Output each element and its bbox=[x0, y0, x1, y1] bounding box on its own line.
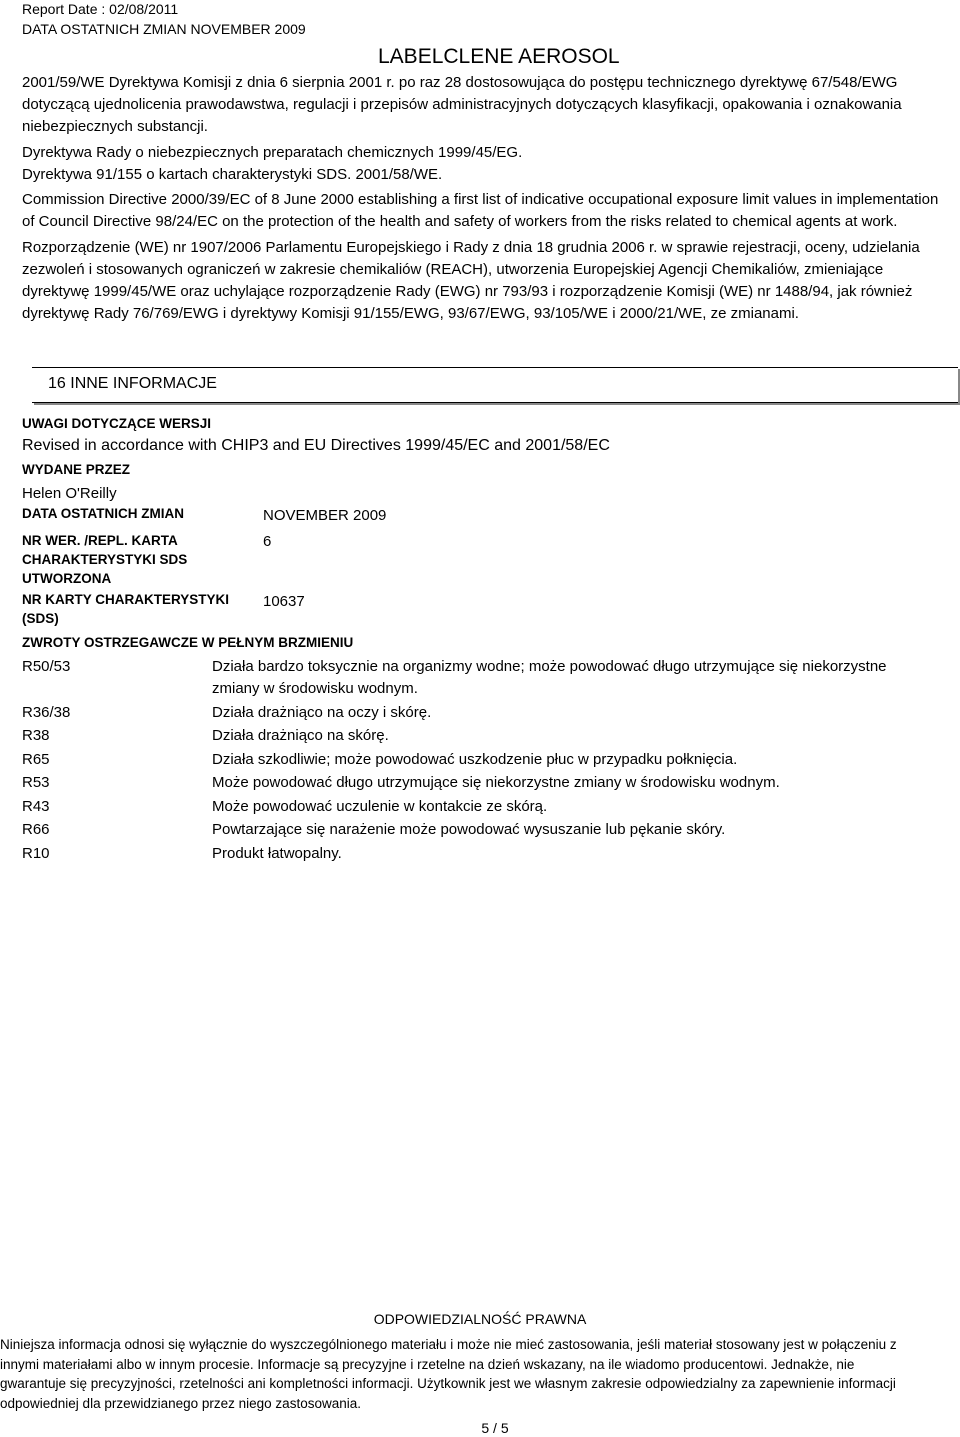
risk-phrase-row bbox=[22, 656, 922, 700]
risk-phrases-label: ZWROTY OSTRZEGAWCZE W PEŁNYM BRZMIENIU bbox=[22, 635, 354, 650]
risk-phrase-text: Powtarzające się narażenie może powodować wysuszanie lub pękanie skóry. bbox=[212, 821, 726, 838]
risk-phrase-row bbox=[22, 843, 922, 865]
risk-phrase-code: R66 bbox=[22, 821, 50, 838]
sds-version: 6 bbox=[263, 533, 272, 550]
risk-phrase-text: Działa drażniąco na oczy i skórę. bbox=[212, 703, 432, 721]
risk-phrase-row bbox=[22, 725, 922, 747]
sds-version-label-line: NR WER. /REPL. KARTA bbox=[22, 533, 178, 548]
disclaimer-text bbox=[0, 1335, 960, 1413]
revision-date-header: DATA OSTATNICH ZMIAN NOVEMBER 2009 bbox=[22, 21, 306, 37]
risk-phrase-text: Działa drażniąco na skórę. bbox=[212, 727, 389, 744]
regulation-entry: Dyrektywa 91/155 o kartach charakterystyki SDS. 2001/58/WE. bbox=[22, 166, 443, 183]
risk-phrase-text: Może powodować długo utrzymujące się niekorzystne zmiany w środowisku wodnym. bbox=[212, 774, 780, 791]
risk-phrase-code: R53 bbox=[22, 774, 50, 791]
sds-version-label bbox=[22, 531, 187, 588]
risk-phrase-row bbox=[22, 772, 922, 794]
regulation-entry: Commission Directive 2000/39/EC of 8 June 2000 establishing a first list of indicative occupational exposure limit values in implementation of Council Directive 98/24/EC on the protection of the health and safety of workers from the risks related to chemical agents at work. bbox=[22, 191, 939, 230]
risk-phrase-text: Produkt łatwopalny. bbox=[212, 844, 342, 862]
risk-phrases-table bbox=[22, 656, 922, 866]
risk-phrase-code: R10 bbox=[22, 844, 50, 862]
disclaimer-line: odpowiedniej dla przewidzianego przez niego zastosowania. bbox=[0, 1395, 361, 1411]
risk-phrase-code: R36/38 bbox=[22, 703, 71, 721]
sds-number-label bbox=[22, 590, 229, 628]
risk-phrase-text: Działa bardzo toksycznie na organizmy wodne; może powodować długo utrzymujące się niekorzystne zmiany w środowisku wodnym. bbox=[212, 658, 887, 697]
sds-number-label-line: NR KARTY CHARAKTERYSTYKI bbox=[22, 592, 230, 607]
disclaimer-line: gwarantuje się precyzyjności, rzetelności ani kompletności informacji. Użytkownik jest we własnym zakresie odpowiedzialny za zapewnienie informacji bbox=[0, 1376, 896, 1391]
risk-phrase-text: Działa szkodliwie; może powodować uszkodzenie płuc w przypadku połknięcia. bbox=[212, 750, 738, 768]
issued-by: Helen O'Reilly bbox=[22, 485, 117, 502]
sds-number: 10637 bbox=[263, 593, 305, 610]
page-number: 5 / 5 bbox=[481, 1420, 509, 1436]
risk-phrase-code: R65 bbox=[22, 750, 50, 768]
risk-phrase-row bbox=[22, 749, 922, 771]
product-title: LABELCLENE AEROSOL bbox=[378, 45, 620, 68]
disclaimer-title: ODPOWIEDZIALNOŚĆ PRAWNA bbox=[373, 1311, 587, 1327]
regulation-entry: Rozporządzenie (WE) nr 1907/2006 Parlamentu Europejskiego i Rady z dnia 18 grudnia 2006 r. w sprawie rejestracji, oceny, udzielania zezwoleń i stosowanych ograniczeń w zakresie chemikaliów (REACH), utworzenia Europejskiej Agencji Chemikaliów, zmieniające dyrektywę 1999/45/WE oraz uchylające rozporządzenie Rady (EWG) nr 793/93 i rozporządzenie Komisji (WE) nr 1488/94, jak również dyrektywę Rady 76/769/EWG i dyrektywy Komisji 91/155/EWG, 93/67/EWG, 93/105/WE i 2000/21/WE, ze zmianami. bbox=[22, 239, 920, 322]
section-title: 16 INNE INFORMACJE bbox=[48, 375, 217, 392]
disclaimer-line: innymi materiałami albo w innym procesie. Informacje są precyzyjne i rzetelne na dzień wskazany, na ile wiadomo producentowi. Jednakże, nie bbox=[0, 1356, 855, 1372]
risk-phrase-code: R38 bbox=[22, 727, 50, 744]
revision-notes-label: UWAGI DOTYCZĄCE WERSJI bbox=[22, 416, 212, 431]
regulation-entry: Dyrektywa Rady o niebezpiecznych preparatach chemicznych 1999/45/EG. bbox=[22, 144, 523, 161]
revision-date: NOVEMBER 2009 bbox=[263, 507, 387, 524]
report-date: Report Date : 02/08/2011 bbox=[22, 1, 179, 17]
risk-phrase-row bbox=[22, 819, 922, 841]
disclaimer-line: Niniejsza informacja odnosi się wyłącznie do wyszczególnionego materiału i może nie mieć zastosowania, jeśli materiał stosowany jest w połączeniu z bbox=[0, 1337, 897, 1352]
risk-phrase-code: R50/53 bbox=[22, 658, 71, 675]
risk-phrase-text: Może powodować uczulenie w kontakcie ze skórą. bbox=[212, 797, 548, 815]
revision-notes: Revised in accordance with CHIP3 and EU Directives 1999/45/EC and 2001/58/EC bbox=[22, 437, 610, 454]
sds-number-label-line: (SDS) bbox=[22, 611, 59, 626]
regulation-entry: 2001/59/WE Dyrektywa Komisji z dnia 6 sierpnia 2001 r. po raz 28 dostosowująca do postępu technicznego dyrektywę 67/548/EWG dotyczącą ujednolicenia prawodawstwa, regulacji i przepisów administracyjnych dotyczących klasyfikacji, opakowania i oznakowania niebezpiecznych substancji. bbox=[22, 74, 902, 135]
risk-phrase-row bbox=[22, 702, 922, 724]
sds-version-label-line: CHARAKTERYSTYKI SDS bbox=[22, 552, 188, 567]
risk-phrase-row bbox=[22, 796, 922, 818]
regulations-list bbox=[22, 72, 940, 325]
section-heading-bar bbox=[32, 367, 958, 403]
issued-by-label: WYDANE PRZEZ bbox=[22, 462, 130, 477]
risk-phrase-code: R43 bbox=[22, 797, 50, 815]
revision-date-label: DATA OSTATNICH ZMIAN bbox=[22, 506, 184, 521]
sds-version-label-line: UTWORZONA bbox=[22, 571, 112, 586]
